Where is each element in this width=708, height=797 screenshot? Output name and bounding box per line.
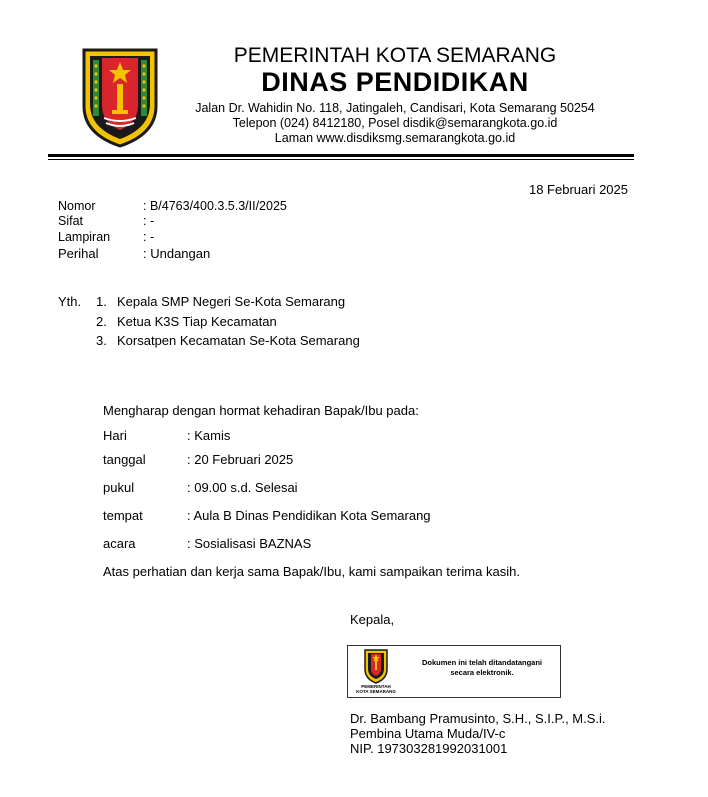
event-value-place: : Aula B Dinas Pendidikan Kota Semarang [187, 508, 431, 523]
recipient-number: 3. [96, 333, 107, 348]
letter-date: 18 Februari 2025 [528, 182, 628, 197]
event-label-day: Hari [103, 428, 127, 443]
letterhead-divider-thick [48, 154, 634, 157]
event-value-day: : Kamis [187, 428, 231, 443]
closing-sentence: Atas perhatian dan kerja sama Bapak/Ibu, kami sampaikan terima kasih. [103, 564, 520, 579]
stamp-text [404, 658, 560, 678]
stamp-caption-line-2: KOTA SEMARANG [356, 689, 396, 694]
event-value-agenda: : Sosialisasi BAZNAS [187, 536, 312, 551]
meta-label-perihal: Perihal [58, 246, 99, 261]
meta-label-lampiran: Lampiran [58, 230, 111, 244]
meta-value-perihal: : Undangan [143, 246, 211, 261]
letterhead-department: DINAS PENDIDIKAN [261, 67, 529, 97]
event-label-place: tempat [103, 508, 143, 523]
recipient-number: 2. [96, 314, 107, 329]
recipient-item: Ketua K3S Tiap Kecamatan [117, 314, 277, 329]
stamp-text-line-1: Dokumen ini telah ditandatangani [421, 658, 542, 667]
meta-label-nomor: Nomor [58, 199, 96, 213]
electronic-signature-stamp [347, 645, 561, 698]
invitation-intro: Mengharap dengan hormat kehadiran Bapak/Ibu pada: [103, 403, 419, 418]
letterhead-address: Jalan Dr. Wahidin No. 118, Jatingaleh, Candisari, Kota Semarang 50254 [195, 101, 595, 115]
recipient-item: Kepala SMP Negeri Se-Kota Semarang [117, 294, 346, 309]
stamp-text-line-2: secara elektronik. [450, 668, 514, 677]
event-value-time: : 09.00 s.d. Selesai [187, 480, 298, 495]
stamp-caption-line-1: PEMERINTAH [361, 684, 391, 689]
stamp-logo [353, 649, 399, 695]
semarang-coat-of-arms-icon [80, 44, 160, 148]
city-logo [80, 44, 160, 148]
letterhead-phone: Telepon (024) 8412180, Posel disdik@semarangkota.go.id [232, 116, 558, 130]
letterhead-government: PEMERINTAH KOTA SEMARANG [233, 44, 557, 67]
meta-value-lampiran: : - [143, 230, 155, 244]
event-label-time: pukul [103, 480, 135, 495]
letterhead-divider-thin [48, 159, 634, 160]
signatory-rank: Pembina Utama Muda/IV-c [350, 726, 506, 741]
recipient-number: 1. [96, 294, 107, 309]
meta-value-nomor: : B/4763/400.3.5.3/II/2025 [143, 199, 287, 213]
recipient-item: Korsatpen Kecamatan Se-Kota Semarang [117, 333, 360, 348]
signatory-name: Dr. Bambang Pramusinto, S.H., S.I.P., M.S.i. [350, 711, 606, 726]
recipients-label: Yth. [58, 294, 82, 309]
event-label-date: tanggal [103, 452, 146, 467]
letterhead-website: Laman www.disdiksmg.semarangkota.go.id [274, 131, 516, 145]
signatory-title: Kepala, [350, 612, 395, 627]
event-label-agenda: acara [103, 536, 136, 551]
meta-label-sifat: Sifat [58, 214, 84, 228]
meta-value-sifat: : - [143, 214, 155, 228]
event-value-date: : 20 Februari 2025 [187, 452, 294, 467]
signatory-nip: NIP. 197303281992031001 [350, 741, 508, 756]
